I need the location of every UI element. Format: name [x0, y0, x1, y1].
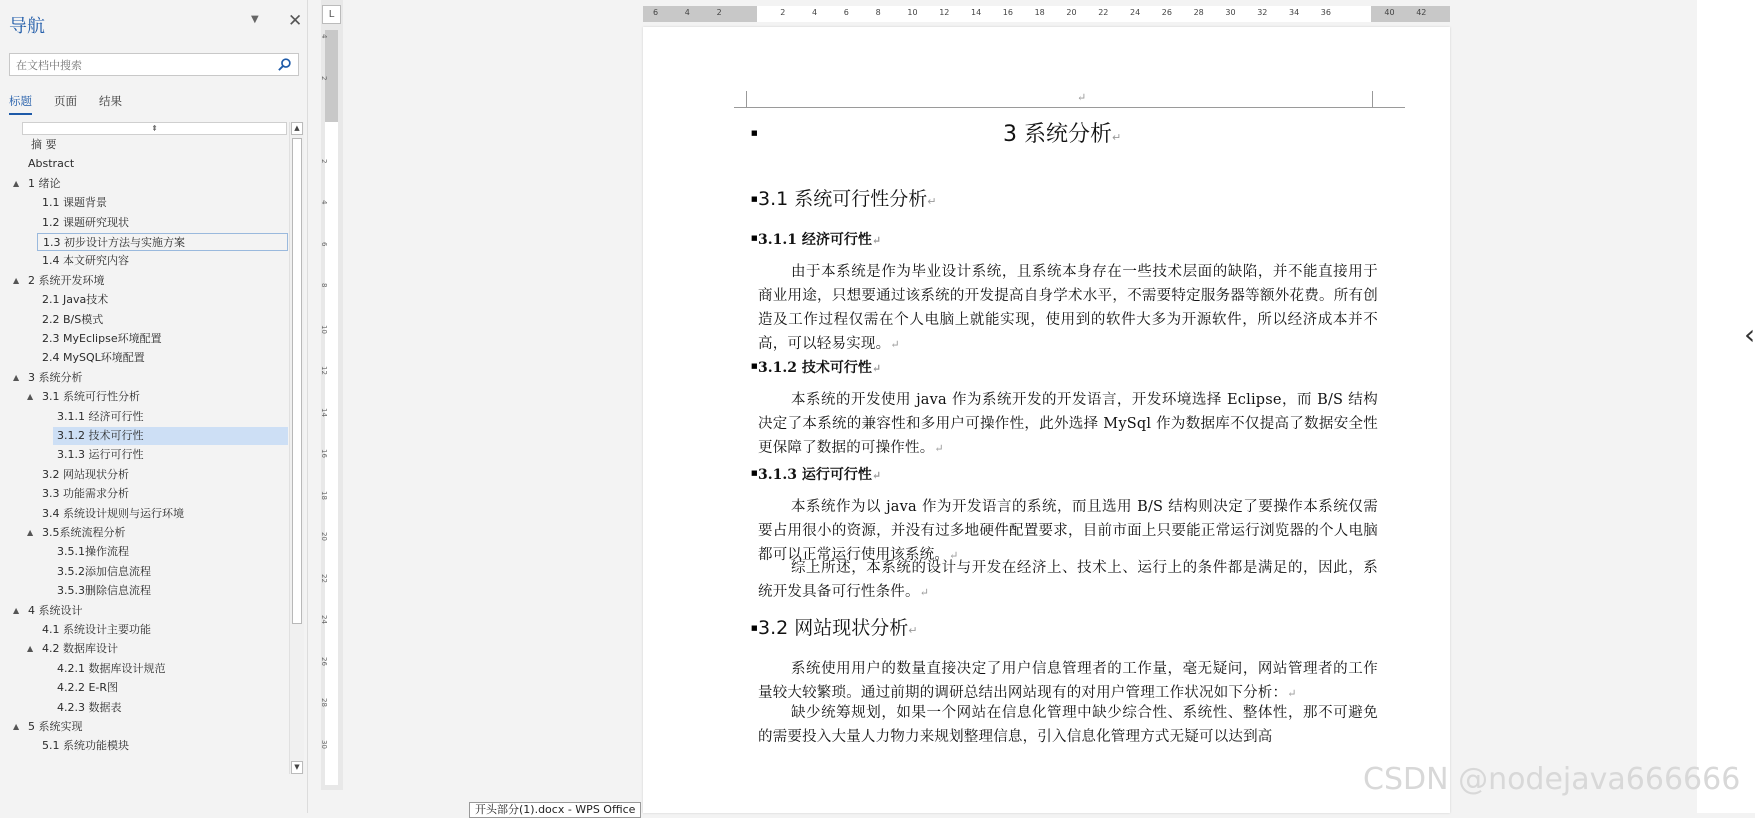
ruler-tick-label: 22 — [320, 573, 328, 583]
ruler-tick-label: 18 — [320, 490, 328, 500]
ruler-tick-label: 16 — [320, 449, 328, 458]
watermark: CSDN @nodejava666666 — [1363, 762, 1741, 797]
scroll-up-arrow-icon[interactable]: ▲ — [291, 122, 303, 135]
tree-item[interactable] — [0, 330, 288, 348]
ruler-tick-label: 36 — [1320, 8, 1331, 17]
header-rule — [735, 107, 1405, 108]
ruler-tick-label: 10 — [320, 324, 328, 334]
return-mark: ↵ — [871, 362, 882, 375]
tab-headings[interactable]: 标题 — [9, 93, 32, 115]
nav-options-chevron-icon[interactable]: ▼ — [251, 14, 259, 25]
search-icon[interactable] — [277, 57, 292, 72]
ruler-tick-label: 6 — [320, 241, 328, 246]
return-mark: ↵ — [919, 586, 930, 599]
text-run: 3.1.1 经济可行性 — [758, 232, 872, 248]
right-blank-area — [1697, 0, 1755, 813]
tree-item[interactable] — [0, 214, 288, 232]
tree-item[interactable] — [0, 737, 288, 755]
tree-item-label: 3.5.1操作流程 — [57, 545, 129, 559]
expand-triangle-icon[interactable]: ▲ — [13, 372, 20, 382]
ruler-tick-label: 28 — [320, 698, 328, 707]
ruler-tick-label: 14 — [320, 407, 328, 417]
heading-marker: ■ — [751, 362, 758, 370]
tree-item[interactable] — [0, 602, 288, 620]
tree-item[interactable] — [53, 427, 288, 445]
ruler-tick-label: 24 — [320, 615, 328, 624]
ruler-tick-label: 12 — [320, 366, 328, 375]
tree-item[interactable] — [0, 466, 288, 484]
tree-item-label: 1.2 课题研究现状 — [42, 215, 129, 229]
expand-triangle-icon[interactable]: ▲ — [27, 392, 34, 402]
ruler-tick-label: 12 — [939, 8, 950, 17]
return-mark: ↵ — [871, 469, 882, 482]
tree-item-label: 1.4 本文研究内容 — [42, 254, 129, 268]
tree-item-label: 5 系统实现 — [28, 720, 83, 733]
tree-item-label: 5.1 系统功能模块 — [42, 739, 129, 753]
heading-tree — [0, 122, 307, 772]
scroll-down-arrow-icon[interactable]: ▼ — [291, 761, 303, 774]
tree-item-label: 1.1 课题背景 — [42, 196, 107, 210]
tree-item[interactable] — [0, 252, 288, 270]
tree-item[interactable] — [0, 194, 288, 212]
tree-item[interactable] — [0, 563, 288, 581]
ruler-tick-label: 26 — [1161, 8, 1172, 17]
return-mark: ↵ — [949, 549, 959, 562]
expand-triangle-icon[interactable]: ▲ — [13, 722, 20, 731]
nav-close-icon[interactable]: ✕ — [288, 11, 303, 31]
return-mark: ↵ — [890, 338, 900, 351]
expand-triangle-icon[interactable]: ▲ — [27, 644, 34, 654]
tree-item[interactable] — [0, 311, 288, 329]
section-heading[interactable] — [758, 613, 917, 640]
tree-item[interactable] — [0, 446, 288, 464]
tree-item-label: 2 系统开发环境 — [28, 273, 105, 287]
ruler-tick-label: 4 — [320, 34, 328, 39]
text-run: 本系统作为以 java 作为开发语言的系统，而且选用 B/S 结构则决定了要操作本系统仅需要占用很小的资源，并没有过多地硬件配置要求，目前市面上只要能正常运行浏览器的个人电脑都可以正常运行使用该系统。 — [758, 499, 1378, 563]
tree-item-label: 3 系统分析 — [28, 370, 83, 384]
tree-item-label: 3.3 功能需求分析 — [42, 487, 129, 501]
paragraph[interactable] — [758, 657, 1378, 706]
tree-item[interactable] — [0, 136, 288, 154]
text-run: 3.1.2 技术可行性 — [758, 360, 872, 376]
ruler-tick-label: 10 — [907, 8, 918, 17]
tree-item-label: Abstract — [28, 157, 75, 171]
tree-item[interactable] — [0, 582, 288, 600]
tree-item-label: 2.4 MySQL环境配置 — [42, 351, 145, 365]
tree-item-label: 3.5系统流程分析 — [42, 526, 126, 539]
tree-item-label: 3.1.3 运行可行性 — [57, 448, 144, 462]
tree-item[interactable] — [37, 233, 288, 251]
document-body[interactable] — [643, 27, 1450, 813]
scroll-to-top-button[interactable]: ⇞ — [22, 122, 287, 135]
ruler-tick-label: 8 — [875, 8, 881, 17]
text-run: 缺少统筹规划，如果一个网站在信息化管理中缺少综合性、系统性、整体性，那不可避免的需要投入大量人力物力来规划整理信息，引入信息化管理方式无疑可以达到高 — [758, 705, 1378, 745]
tree-scrollbar-thumb[interactable] — [292, 138, 302, 624]
header-return-mark: ↵ — [1077, 91, 1087, 104]
ruler-tick-label: 20 — [1066, 8, 1077, 17]
heading-marker: ■ — [751, 469, 758, 477]
heading-marker: ■ — [751, 624, 758, 632]
ruler-tick-label: 30 — [1225, 8, 1236, 17]
tree-item-label: 3.1 系统可行性分析 — [42, 390, 140, 404]
ruler-tick-label: 26 — [320, 656, 328, 666]
ruler-tick-label: 2 — [320, 75, 328, 80]
ruler-tick-label: 6 — [653, 8, 659, 17]
tree-scrollbar[interactable] — [289, 122, 304, 774]
tree-item-label: 4.2.1 数据库设计规范 — [57, 661, 166, 675]
side-panel-chevron-icon[interactable]: ‹ — [1744, 318, 1755, 351]
ruler-tick-label: 22 — [1098, 8, 1109, 17]
ruler-tick-label: 34 — [1289, 8, 1300, 17]
ruler-tick-label: 2 — [320, 158, 328, 163]
chapter-title: 3 系统分析↵ — [1003, 122, 1122, 147]
text-run: 3.1 系统可行性分析 — [758, 188, 928, 210]
tree-item[interactable] — [0, 524, 288, 542]
tree-item-label: 3.2 网站现状分析 — [42, 467, 129, 481]
ruler-tick-label: 2 — [716, 8, 722, 17]
return-mark: ↵ — [1287, 687, 1297, 700]
horizontal-ruler-ticks — [643, 6, 1450, 22]
heading-marker: ■ — [751, 129, 758, 137]
tab-results[interactable]: 结果 — [99, 94, 122, 108]
text-run: 系统使用用户的数量直接决定了用户信息管理者的工作量，毫无疑问，网站管理者的工作量较大较繁琐。通过前期的调研总结出网站现有的对用户管理工作状况如下分析： — [758, 661, 1378, 701]
ruler-tick-label: 2 — [780, 8, 786, 17]
tree-item[interactable] — [0, 388, 288, 406]
expand-triangle-icon[interactable]: ▲ — [27, 528, 34, 537]
heading-marker: ■ — [751, 234, 758, 242]
subsection-heading[interactable] — [758, 357, 881, 377]
nav-title: 导航 — [9, 16, 45, 37]
tree-item-label: 4.2.2 E-R图 — [57, 681, 119, 695]
nav-search-input[interactable] — [10, 55, 262, 76]
tree-item-label: 摘 要 — [31, 138, 57, 151]
header-corner-left — [734, 91, 747, 108]
ruler-tick-label: 30 — [320, 739, 328, 749]
expand-triangle-icon[interactable]: ▲ — [13, 275, 20, 285]
return-mark: ↵ — [908, 624, 918, 637]
tree-item[interactable] — [0, 699, 288, 717]
text-run: 本系统的开发使用 java 作为系统开发的开发语言，开发环境选择 Eclipse，而 B/S 结构决定了本系统的兼容性和多用户可操作性，此外选择 MySql 作为数据库不仅提高了数据安全性更保障了数据的可操作性。 — [758, 392, 1378, 456]
return-mark: ↵ — [871, 234, 882, 247]
tree-item-label: 1 绪论 — [28, 176, 61, 190]
tree-item[interactable] — [0, 621, 288, 639]
tree-item[interactable] — [0, 640, 288, 658]
tree-item[interactable] — [0, 349, 288, 367]
tree-item[interactable] — [0, 543, 288, 561]
document-page[interactable] — [643, 27, 1450, 813]
tree-item[interactable] — [0, 660, 288, 678]
ruler-tick-label: 18 — [1034, 8, 1045, 17]
paragraph[interactable] — [758, 701, 1378, 749]
text-run: 由于本系统是作为毕业设计系统，且系统本身存在一些技术层面的缺陷，并不能直接用于商业用途，只想要通过该系统的开发提高自身学术水平，不需要特定服务器等额外花费。所有创造及工作过程仅需在个人电脑上就能实现，使用到的软件大多为开源软件，所以经济成本并不高，可以轻易实现。 — [758, 264, 1378, 352]
ruler-tick-label: 14 — [971, 8, 982, 17]
tree-item-label: 4.2 数据库设计 — [42, 642, 118, 656]
tree-item-label: 4 系统设计 — [28, 603, 83, 617]
tab-stop-selector[interactable]: L — [322, 5, 341, 24]
section-heading[interactable] — [758, 184, 936, 211]
tree-item-label: 3.1.2 技术可行性 — [57, 429, 144, 442]
tree-item[interactable] — [0, 155, 288, 173]
return-mark: ↵ — [934, 442, 944, 455]
ruler-tick-label: 16 — [1002, 8, 1013, 17]
ruler-tick-label: 4 — [812, 8, 818, 17]
tree-item-label: 3.4 系统设计规则与运行环境 — [42, 506, 184, 520]
tree-item[interactable] — [0, 291, 288, 309]
return-mark: ↵ — [927, 195, 937, 208]
paragraph[interactable] — [758, 388, 1378, 461]
ruler-tick-label: 32 — [1257, 8, 1268, 17]
tree-item-label: 4.2.3 数据表 — [57, 700, 122, 714]
tree-item[interactable] — [0, 485, 288, 503]
text-run: 3.2 网站现状分析 — [758, 617, 909, 639]
ruler-tick-label: 42 — [1416, 8, 1427, 17]
navigation-pane — [0, 0, 308, 813]
nav-search-box[interactable] — [9, 53, 299, 76]
tree-item-label: 3.1.1 经济可行性 — [57, 409, 144, 423]
tree-item[interactable] — [0, 369, 288, 387]
taskbar-tooltip: 开头部分(1).docx - WPS Office — [469, 802, 641, 818]
ruler-tick-label: 40 — [1384, 8, 1395, 17]
tree-item-label: 2.2 B/S模式 — [42, 312, 104, 326]
tree-item-label: 1.3 初步设计方法与实施方案 — [43, 236, 185, 249]
tree-item[interactable] — [0, 679, 288, 697]
header-corner-right — [1372, 91, 1385, 108]
tab-pages[interactable]: 页面 — [54, 94, 77, 108]
expand-triangle-icon[interactable]: ▲ — [13, 605, 20, 615]
ruler-tick-label: 28 — [1193, 8, 1204, 17]
tree-item[interactable] — [0, 718, 288, 736]
tree-item[interactable] — [0, 408, 288, 426]
tree-item[interactable] — [0, 505, 288, 523]
text-run: 3.1.3 运行可行性 — [758, 467, 872, 483]
tree-item-label: 2.3 MyEclipse环境配置 — [42, 332, 162, 345]
ruler-tick-label: 24 — [1130, 8, 1141, 17]
ruler-tick-label: 8 — [320, 283, 328, 288]
subsection-heading[interactable] — [758, 229, 881, 249]
ruler-tick-label: 4 — [684, 8, 690, 17]
text-run: 综上所述，本系统的设计与开发在经济上、技术上、运行上的条件都是满足的，因此，系统开发具备可行性条件。 — [758, 560, 1378, 600]
tree-item-label: 4.1 系统设计主要功能 — [42, 623, 151, 636]
tree-item-label: 3.5.3删除信息流程 — [57, 584, 151, 598]
paragraph[interactable] — [758, 260, 1378, 357]
tree-item[interactable] — [0, 272, 288, 290]
tree-item[interactable] — [0, 175, 288, 193]
tree-item-label: 3.5.2添加信息流程 — [57, 564, 151, 578]
subsection-heading[interactable] — [758, 464, 881, 484]
ruler-tick-label: 20 — [320, 532, 328, 541]
heading-marker: ■ — [751, 195, 758, 203]
expand-triangle-icon[interactable]: ▲ — [13, 178, 20, 188]
ruler-tick-label: 4 — [320, 200, 328, 205]
paragraph[interactable] — [758, 556, 1378, 605]
tree-item-label: 2.1 Java技术 — [42, 293, 109, 307]
ruler-tick-label: 6 — [843, 8, 849, 17]
